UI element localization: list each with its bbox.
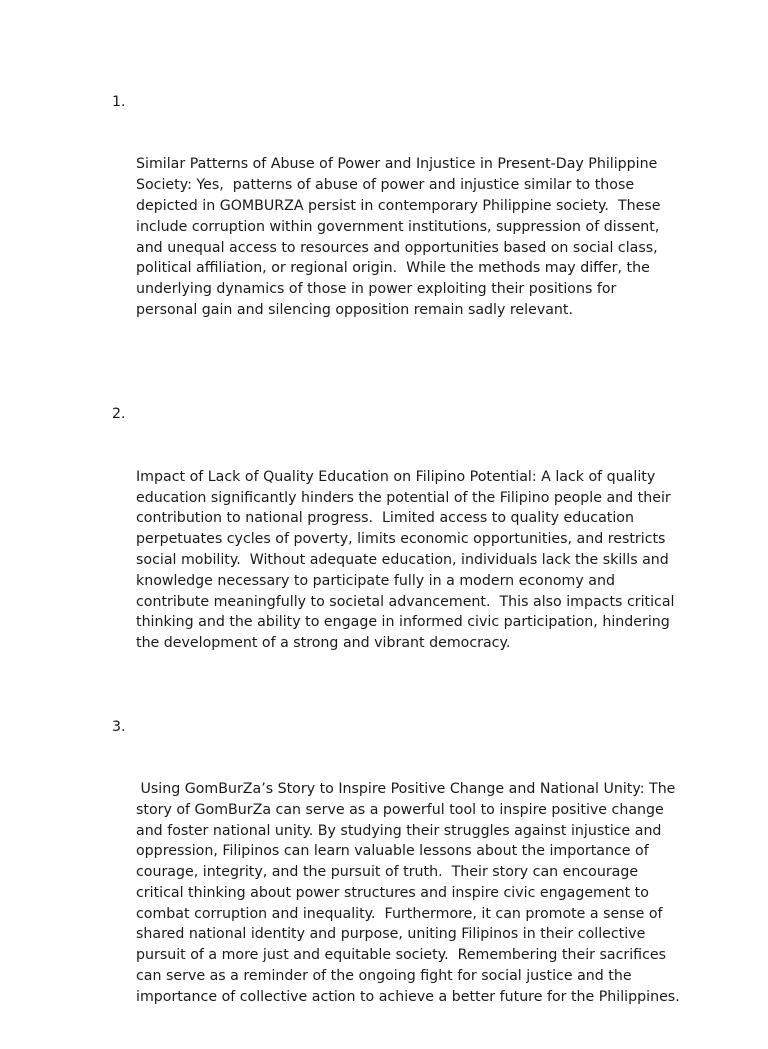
list-item: [112, 404, 682, 695]
numbered-list: [112, 92, 682, 1049]
list-item: [112, 92, 682, 362]
list-item-text: Using GomBurZa’s Story to Inspire Positive Change and National Unity: The story of GomBurZa can serve as a powerful tool to inspire positive change and foster national unity. By studying their struggles against injustice and oppression, Filipinos can learn valuable lessons about the importance of courage, integrity, and the pursuit of truth. Their story can encourage critical thinking about power structures and inspire civic engagement to combat corruption and inequality. Furthermore, it can promote a sense of shared national identity and purpose, uniting Filipinos in their collective pursuit of a more just and equitable society. Remembering their sacrifices can serve as a reminder of the ongoing fight for social justice and the importance of collective action to achieve a better future for the Philippines.: [136, 780, 680, 1005]
list-item-text: Impact of Lack of Quality Education on Filipino Potential: A lack of quality education significantly hinders the potential of the Filipino people and their contribution to national progress. Limited access to quality education perpetuates cycles of poverty, limits economic opportunities, and restricts social mobility. Without adequate education, individuals lack the skills and knowledge necessary to participate fully in a modern economy and contribute meaningfully to societal advancement. This also impacts critical thinking and the ability to engage in informed civic participation, hindering the development of a strong and vibrant democracy.: [136, 468, 679, 652]
list-item-number: 2.: [112, 406, 126, 423]
list-item-text: Similar Patterns of Abuse of Power and Injustice in Present-Day Philippine Society: Yes, patterns of abuse of power and injustice similar to those depicted in GOMBURZA persist in contemporary Philippine society. These include corruption within government institutions, suppression of dissent, and unequal access to resources and opportunities based on social class, political affiliation, or regional origin. While the methods may differ, the underlying dynamics of those in power exploiting their positions for personal gain and silencing opposition remain sadly relevant.: [136, 156, 665, 318]
list-item-number: 3.: [112, 718, 126, 735]
list-item: [112, 717, 682, 1049]
list-item-number: 1.: [112, 94, 126, 110]
